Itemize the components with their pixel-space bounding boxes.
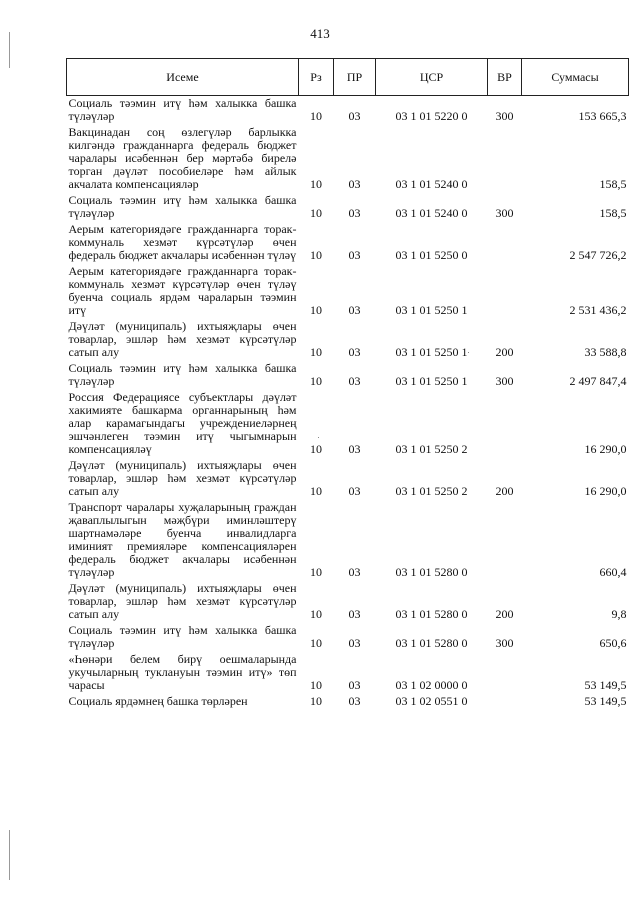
cell-pr: 03 xyxy=(348,248,361,262)
cell-vr: 200 xyxy=(495,345,514,359)
table-row xyxy=(67,125,629,193)
cell-rz: 10 xyxy=(310,694,322,708)
cell-csr: 03 1 01 5250 1 xyxy=(395,345,468,359)
cell-name: Социаль тәэмин итү һәм халыкка башка түләүләр xyxy=(68,361,297,388)
cell-rz: 10 xyxy=(310,345,322,359)
cell-csr: 03 1 02 0000 0 xyxy=(395,678,468,692)
cell-rz: 10 xyxy=(310,109,322,123)
cell-sum: 158,5 xyxy=(599,206,627,220)
scan-margin-mark xyxy=(9,830,10,880)
header-csr: ЦСР xyxy=(376,59,488,96)
cell-csr: 03 1 01 5240 0 xyxy=(395,177,468,191)
cell-rz: 10 xyxy=(310,177,322,191)
cell-pr: 03 xyxy=(348,565,361,579)
cell-name: Аерым категориядәге гражданнарга торак-коммуналь хезмәт күрсәтүләр өчен түләү буенча социаль ярдәм чараларын тәэмин итү xyxy=(68,264,297,317)
cell-name: Дәүләт (муниципаль) ихтыяҗлары өчен товарлар, эшләр һәм хезмәт күрсәтүләр сатып алу xyxy=(68,581,297,621)
cell-sum: 9,8 xyxy=(611,607,627,621)
cell-sum: 16 290,0 xyxy=(584,442,627,456)
cell-sum: 2 547 726,2 xyxy=(569,248,627,262)
cell-name: Социаль тәэмин итү һәм халыкка башка түләүләр xyxy=(68,623,297,650)
cell-pr: 03 xyxy=(348,177,361,191)
cell-vr xyxy=(488,125,522,193)
header-name: Исеме xyxy=(67,59,299,96)
cell-vr: 300 xyxy=(495,109,514,123)
cell-vr xyxy=(488,222,522,264)
cell-vr xyxy=(488,390,522,458)
table-row xyxy=(67,361,629,390)
cell-csr: 03 1 01 5280 0 xyxy=(395,607,468,621)
cell-csr: 03 1 01 5250 0 xyxy=(395,248,468,262)
cell-csr: 03 1 01 5250 1 xyxy=(395,303,468,317)
cell-name: Аерым категориядәге гражданнарга торак-коммуналь хезмәт күрсәтүләр өчен федераль бюджет акчалары исәбеннән түләү xyxy=(68,222,297,262)
cell-rz: 10 xyxy=(310,206,322,220)
budget-table xyxy=(66,58,629,710)
cell-sum: 16 290,0 xyxy=(584,484,627,498)
cell-vr: 200 xyxy=(495,607,514,621)
cell-pr: 03 xyxy=(348,607,361,621)
cell-sum: 650,6 xyxy=(599,636,627,650)
cell-rz: 10 xyxy=(310,607,322,621)
table-row xyxy=(67,623,629,652)
cell-rz: 10 xyxy=(310,484,322,498)
cell-vr xyxy=(488,500,522,581)
cell-sum: 2 531 436,2 xyxy=(569,303,627,317)
cell-sum: 2 497 847,4 xyxy=(569,374,627,388)
cell-pr: 03 xyxy=(348,109,361,123)
table-row xyxy=(67,96,629,126)
cell-vr xyxy=(488,652,522,694)
cell-rz: 10 xyxy=(310,678,322,692)
table-row xyxy=(67,694,629,710)
cell-csr: 03 1 01 5250 2 xyxy=(395,442,468,456)
cell-rz: 10 xyxy=(310,636,322,650)
cell-sum: 53 149,5 xyxy=(584,678,627,692)
cell-pr: 03 xyxy=(348,442,361,456)
cell-pr: 03 xyxy=(348,484,361,498)
cell-name: Дәүләт (муниципаль) ихтыяҗлары өчен товарлар, эшләр һәм хезмәт күрсәтүләр сатып алу xyxy=(68,319,297,359)
cell-pr: 03 xyxy=(348,345,361,359)
cell-vr: 300 xyxy=(495,206,514,220)
table-row xyxy=(67,581,629,623)
cell-name: Транспорт чаралары хуҗаларының граждан җаваплылыгын мәҗбүри иминләштерү шартнамәләре буенча инвалидларга иминият премияләре компенсацияләрен федераль бюджет акчалары исәбеннән түләүләр xyxy=(68,500,297,579)
cell-vr xyxy=(488,264,522,319)
cell-csr: 03 1 02 0551 0 xyxy=(395,694,468,708)
scan-margin-mark xyxy=(9,32,10,68)
cell-rz: 10 xyxy=(310,374,322,388)
cell-sum: 660,4 xyxy=(599,565,627,579)
table-row xyxy=(67,458,629,500)
cell-csr: 03 1 01 5280 0 xyxy=(395,565,468,579)
cell-name: Социаль тәэмин итү һәм халыкка башка түләүләр xyxy=(68,96,297,123)
cell-vr: 300 xyxy=(495,374,514,388)
header-vr: ВР xyxy=(488,59,522,96)
cell-csr: 03 1 01 5250 1 xyxy=(395,374,468,388)
table-row xyxy=(67,390,629,458)
table-row xyxy=(67,500,629,581)
cell-name: Дәүләт (муниципаль) ихтыяҗлары өчен товарлар, эшләр һәм хезмәт күрсәтүләр сатып алу xyxy=(68,458,297,498)
cell-csr: 03 1 01 5220 0 xyxy=(395,109,468,123)
cell-sum: 33 588,8 xyxy=(584,345,627,359)
cell-name: «Һөнәри белем бирү оешмаларында укучыларның туклануын тәэмин итү» төп чарасы xyxy=(68,652,297,692)
table-row xyxy=(67,264,629,319)
cell-vr xyxy=(488,694,522,710)
cell-rz: 10 xyxy=(310,303,322,317)
page-number: 413 xyxy=(310,26,330,41)
cell-pr: 03 xyxy=(348,303,361,317)
cell-vr: 200 xyxy=(495,484,514,498)
cell-sum: 153 665,3 xyxy=(578,109,627,123)
table-header-row xyxy=(67,59,629,96)
cell-name: Вакцинадан соң өзлегүләр барлыкка килгәндә гражданнарга федераль бюджет чаралары исәбеннән бер мәртәбә бирелә торган дәүләт пособиеләре һәм айлык акчалата компенсацияләр xyxy=(68,125,297,191)
cell-name: Социаль ярдәмнең башка төрләрен xyxy=(68,694,248,708)
cell-pr: 03 xyxy=(348,206,361,220)
cell-pr: 03 xyxy=(348,694,361,708)
cell-name: Россия Федерациясе субъектлары дәүләт хакимияте башкарма органнарының һәм алар карамагындагы учреждениеләрнең эшчәнлеген тәэмин итү чыгымнарын компенсацияләү xyxy=(68,390,297,456)
table-row xyxy=(67,652,629,694)
cell-rz: 10 xyxy=(310,442,322,456)
cell-csr: 03 1 01 5240 0 xyxy=(395,206,468,220)
cell-sum: 53 149,5 xyxy=(584,694,627,708)
table-row xyxy=(67,222,629,264)
cell-pr: 03 xyxy=(348,636,361,650)
table-row xyxy=(67,193,629,222)
cell-pr: 03 xyxy=(348,374,361,388)
cell-vr: 300 xyxy=(495,636,514,650)
header-sum: Суммасы xyxy=(522,59,629,96)
cell-sum: 158,5 xyxy=(599,177,627,191)
cell-csr: 03 1 01 5250 2 xyxy=(395,484,468,498)
table-row xyxy=(67,319,629,361)
cell-csr: 03 1 01 5280 0 xyxy=(395,636,468,650)
header-rz: Рз xyxy=(299,59,334,96)
header-pr: ПР xyxy=(334,59,376,96)
cell-pr: 03 xyxy=(348,678,361,692)
cell-rz: 10 xyxy=(310,565,322,579)
cell-name: Социаль тәэмин итү һәм халыкка башка түләүләр xyxy=(68,193,297,220)
cell-rz: 10 xyxy=(310,248,322,262)
